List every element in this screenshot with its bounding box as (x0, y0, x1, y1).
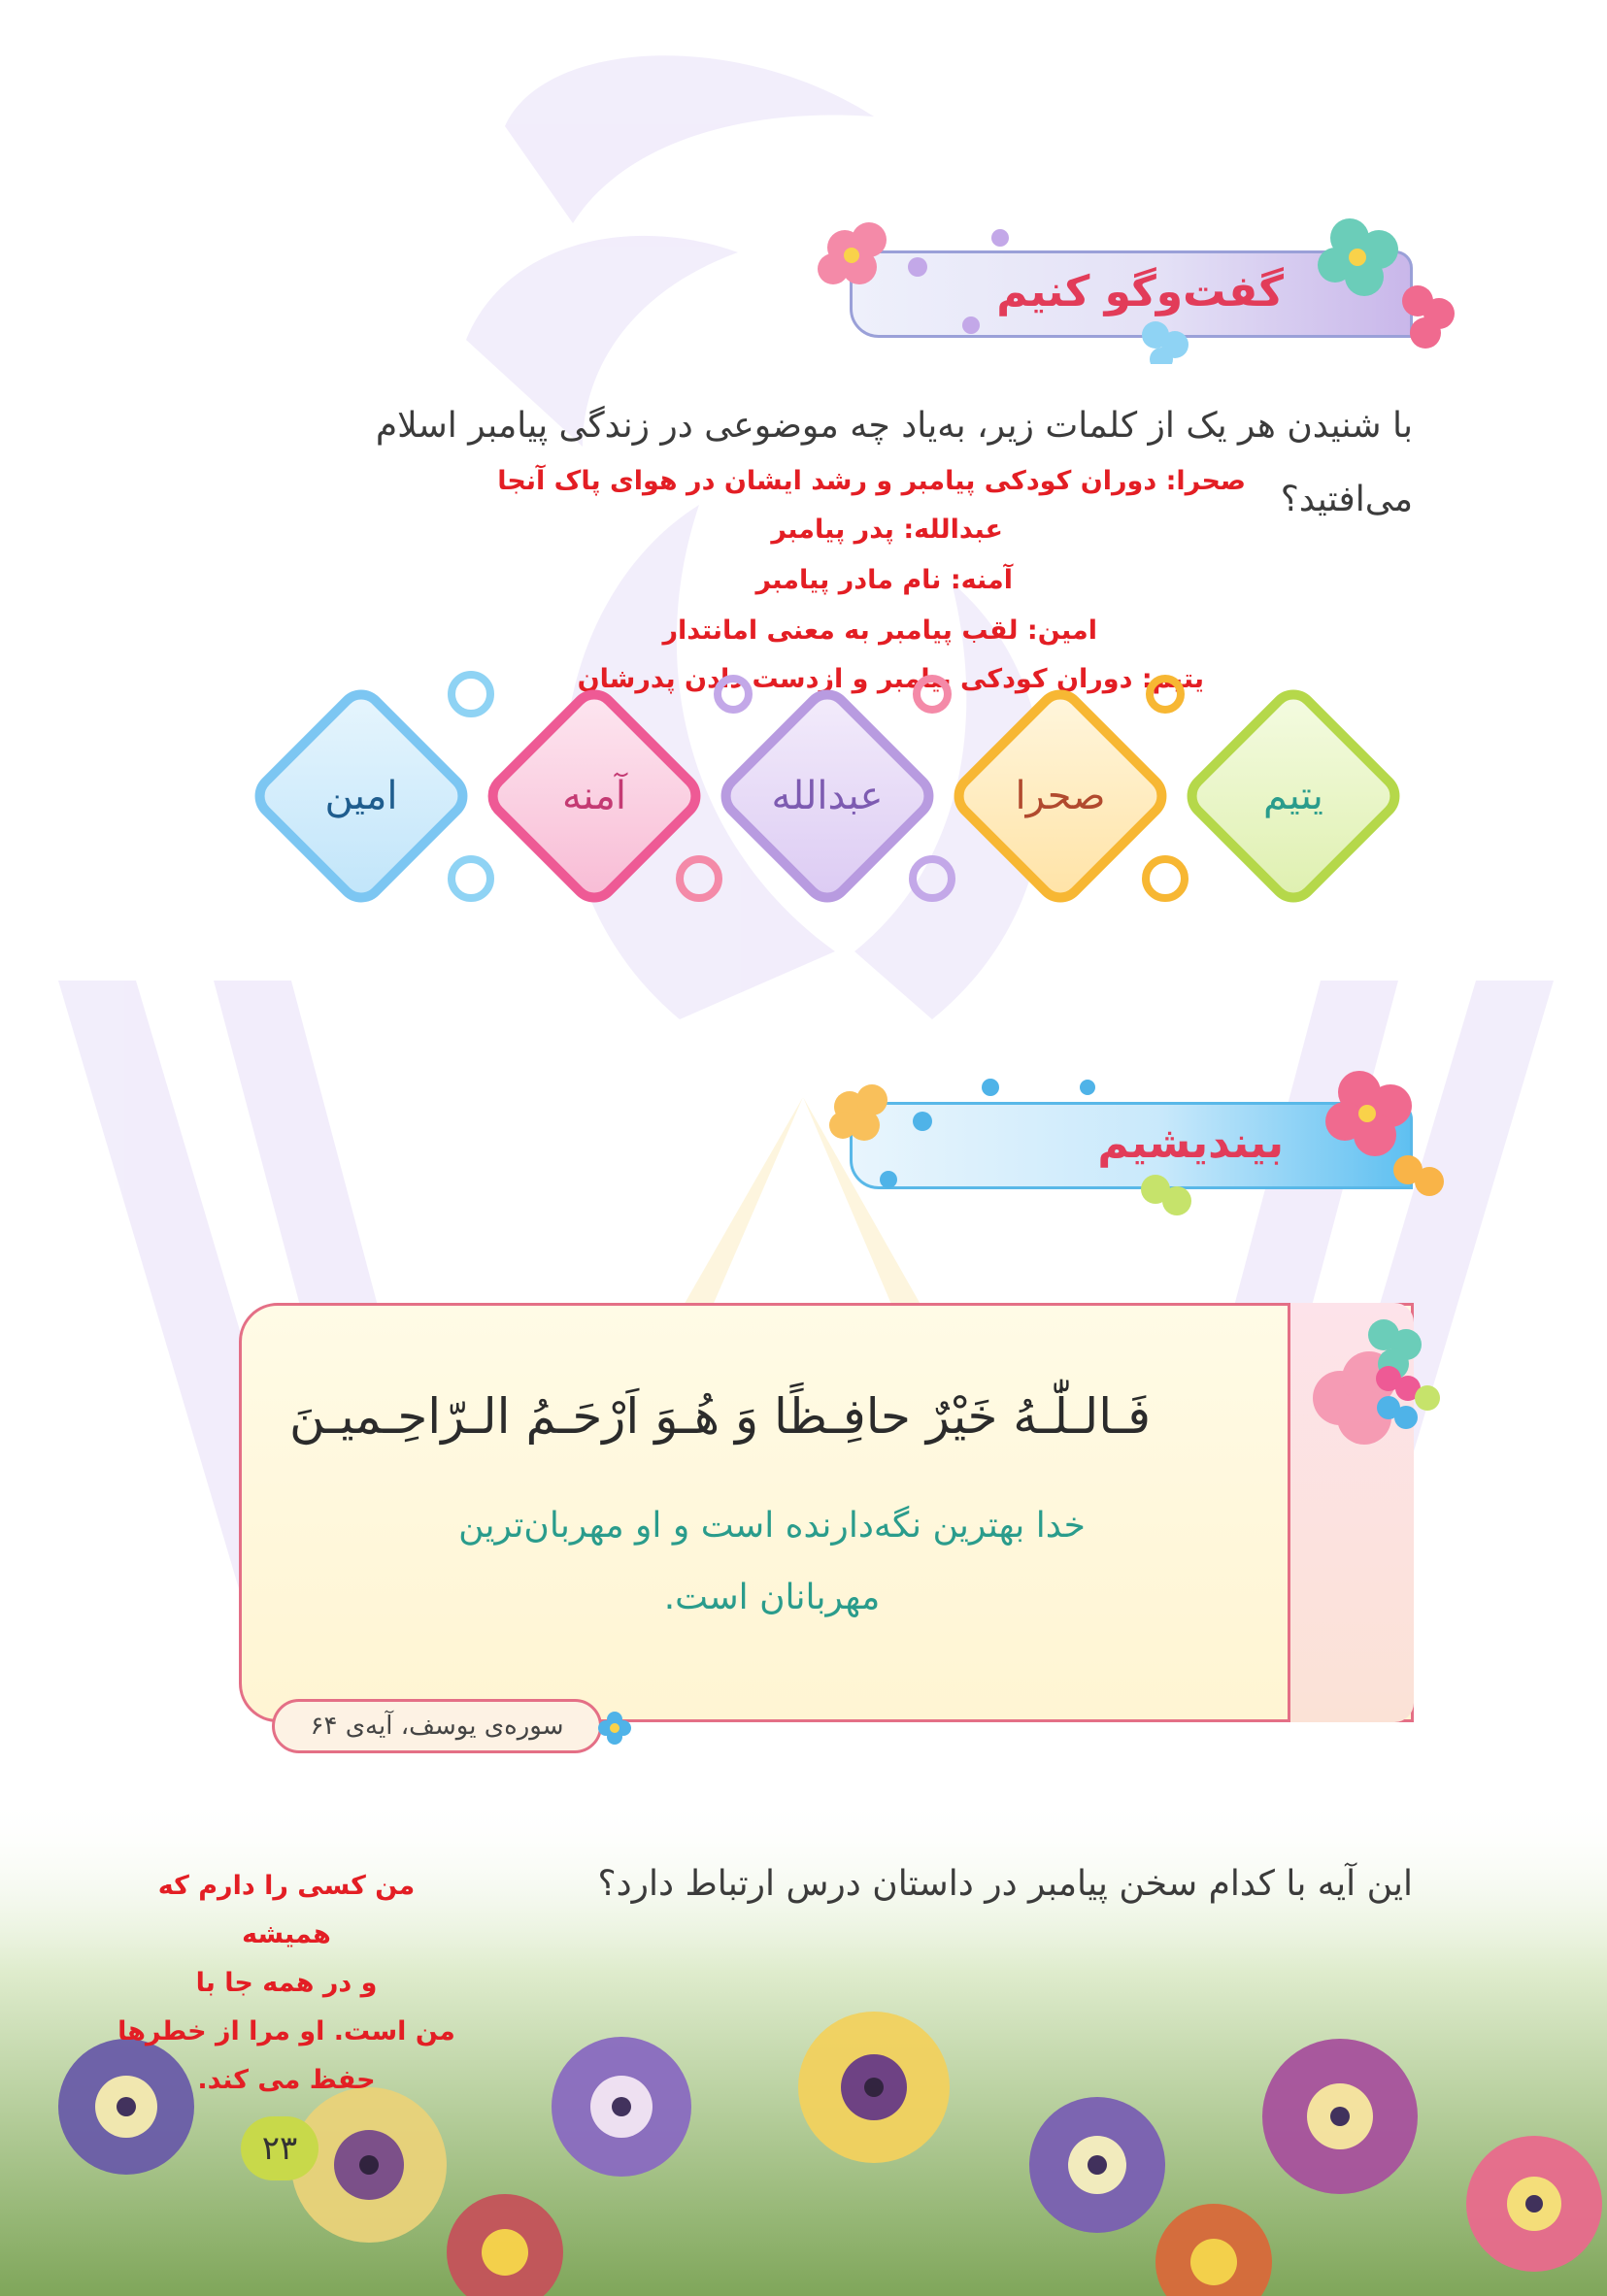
answer-text: پدر پیامبر (771, 515, 894, 545)
instruction-line-1: با شنیدن هر یک از کلمات زیر، به‌یاد چه موضوعی در زندگی پیامبر اسلام (375, 406, 1413, 446)
answer-line: و در همه جا با (195, 1968, 378, 1998)
flower-decoration-icon (1291, 1311, 1456, 1476)
answer-label: امین: (1026, 616, 1097, 646)
translation-line-1: خدا بهترین نگه‌دارنده است و او مهربان‌ترین (458, 1506, 1086, 1546)
word-label: عبدالله (771, 774, 884, 818)
question-answer (112, 1862, 461, 2105)
question-text: این آیه با کدام سخن پیامبر در داستان درس ارتباط دارد؟ (597, 1864, 1413, 1904)
answer-label: صحرا: (1165, 466, 1246, 496)
verse-translation (403, 1490, 1141, 1634)
word-label: صحرا (1015, 774, 1106, 818)
answer-line: حفظ می کند. (197, 2065, 376, 2095)
flower-decoration-icon (806, 209, 1466, 364)
page-number: ۲۳ (241, 2116, 318, 2180)
translation-line-2: مهربانان است. (663, 1578, 881, 1617)
section-title: گفت‌وگو کنیم (996, 267, 1284, 316)
answer-text: دوران کودکی پیامبر و از‌دست دادن پدرشان (577, 664, 1133, 694)
answer-sahra (497, 466, 1246, 496)
verse-arabic: فَـالـلّٰـهُ خَيْرٌ حافِـظًا وَ هُـوَ اَرْحَـمُ الـرّاحِـمیـنَ (289, 1388, 1151, 1445)
answer-label: یتیم: (1141, 664, 1204, 694)
section-title: بیندیشیم (1097, 1118, 1284, 1168)
flower-decoration-icon (816, 1063, 1456, 1218)
answer-text: لقب پیامبر به معنی امانتدار (662, 616, 1019, 646)
flower-decoration-icon (437, 660, 1214, 913)
answer-abdollah (771, 515, 1003, 545)
word-label: یتیم (1263, 774, 1323, 818)
flower-icon (597, 1711, 632, 1746)
answer-line: من است. او مرا از خطرها (117, 2016, 455, 2046)
word-label: آمنه (561, 774, 627, 818)
answer-ameneh (755, 565, 1013, 595)
answer-line: من کسی را دارم که همیشه (157, 1871, 416, 1949)
answer-label: آمنه: (950, 565, 1013, 595)
answer-text: دوران کودکی پیامبر و رشد ایشان در هوای پاک آنجا (497, 466, 1157, 496)
answer-label: عبدالله: (903, 515, 1003, 545)
answer-amin (662, 616, 1097, 646)
answer-text: نام مادر پیامبر (755, 565, 942, 595)
instruction-line-2: می‌افتید؟ (1280, 480, 1413, 519)
word-label: امین (324, 774, 398, 818)
verse-source: سوره‌ی یوسف، آیه‌ی ۶۴ (272, 1699, 602, 1753)
